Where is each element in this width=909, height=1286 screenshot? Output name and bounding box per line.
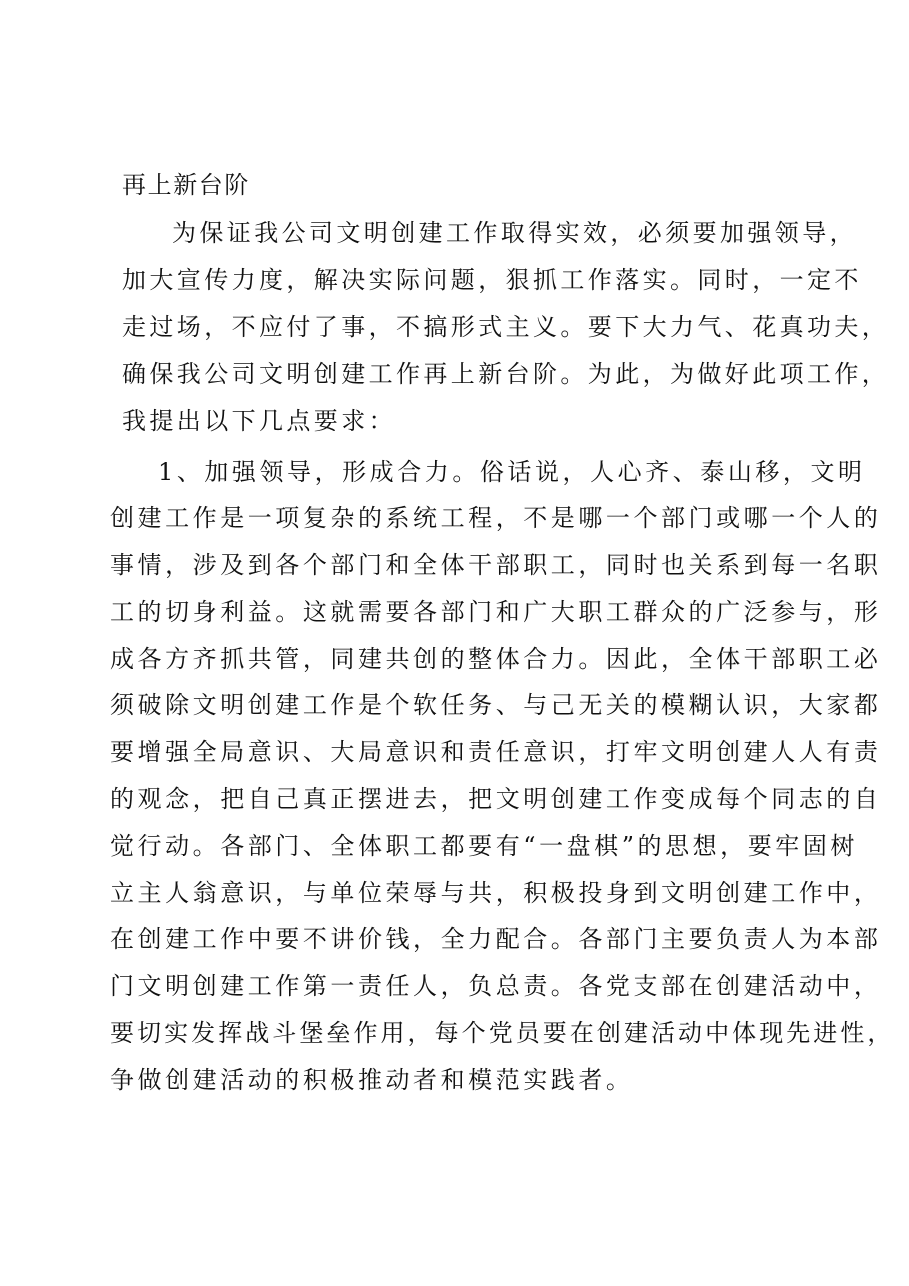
paragraph-line: 创建工作是一项复杂的系统工程，不是哪一个部门或哪一个人的 — [110, 504, 882, 532]
paragraph-line: 确保我公司文明创建工作再上新台阶。为此，为做好此项工作， — [122, 360, 890, 388]
paragraph-line: 立主人翁意识，与单位荣辱与共，积极投身到文明创建工作中， — [110, 879, 882, 907]
paragraph-line: 走过场，不应付了事，不搞形式主义。要下大力气、花真功夫， — [122, 313, 890, 341]
paragraph-line: 门文明创建工作第一责任人，负总责。各党支部在创建活动中， — [110, 972, 882, 1000]
paragraph-line: 为保证我公司文明创建工作取得实效，必须要加强领导， — [172, 219, 857, 247]
paragraph-line: 我提出以下几点要求： — [122, 407, 396, 435]
paragraph-line: 工的切身利益。这就需要各部门和广大职工群众的广泛参与，形 — [110, 598, 882, 626]
paragraph-line: 成各方齐抓共管，同建共创的整体合力。因此，全体干部职工必 — [110, 645, 882, 673]
paragraph-line: 事情，涉及到各个部门和全体干部职工，同时也关系到每一名职 — [110, 551, 882, 579]
paragraph-line: 须破除文明创建工作是个软任务、与己无关的模糊认识，大家都 — [110, 691, 882, 719]
paragraph-line: 1、加强领导，形成合力。俗话说，人心齐、泰山移，文明 — [158, 458, 866, 486]
heading-fragment: 再上新台阶 — [122, 171, 250, 199]
paragraph-line: 加大宣传力度，解决实际问题，狠抓工作落实。同时，一定不 — [122, 266, 862, 294]
paragraph-line: 要切实发挥战斗堡垒作用，每个党员要在创建活动中体现先进性， — [110, 1019, 895, 1047]
paragraph-line: 的观念，把自己真正摆进去，把文明创建工作变成每个同志的自 — [110, 785, 882, 813]
paragraph-line: 觉行动。各部门、全体职工都要有“一盘棋”的思想，要牢固树 — [110, 832, 858, 860]
paragraph-line: 争做创建活动的积极推动者和模范实践者。 — [110, 1066, 634, 1094]
paragraph-line: 要增强全局意识、大局意识和责任意识，打牢文明创建人人有责 — [110, 738, 882, 766]
paragraph-line: 在创建工作中要不讲价钱，全力配合。各部门主要负责人为本部 — [110, 925, 882, 953]
